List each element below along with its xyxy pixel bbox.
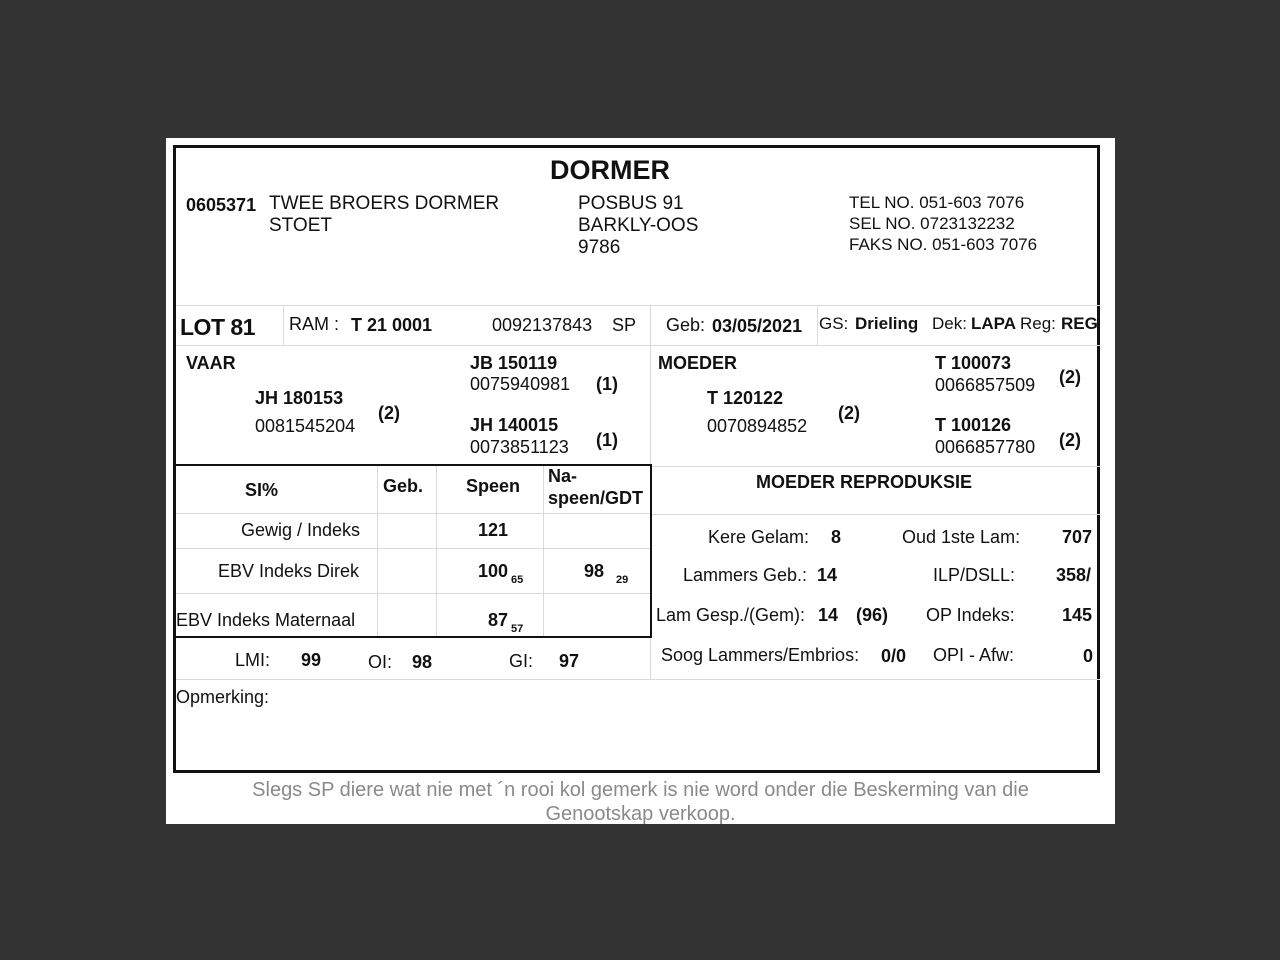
naspeen-header-line1: Na- bbox=[548, 466, 578, 486]
ram-id: T 21 0001 bbox=[351, 315, 433, 335]
birth-date: 03/05/2021 bbox=[712, 316, 803, 336]
dek-label: Dek: bbox=[932, 314, 967, 333]
row-maternaal-speen-value: 87 bbox=[488, 610, 509, 630]
divider bbox=[176, 548, 651, 549]
lmi-value: 99 bbox=[301, 650, 322, 670]
ilp-dsll-label: ILP/DSLL: bbox=[933, 565, 1016, 585]
lot-number: LOT 81 bbox=[180, 314, 255, 340]
lam-gesp-label: Lam Gesp./(Gem): bbox=[656, 605, 806, 625]
dam-number: 0070894852 bbox=[707, 416, 808, 436]
sire-dam-id: JH 140015 bbox=[470, 415, 559, 435]
moeder-label: MOEDER bbox=[658, 353, 738, 373]
registration-number: 0092137843 bbox=[492, 315, 593, 335]
vaar-label: VAAR bbox=[186, 353, 236, 373]
dam-sire-id: T 100073 bbox=[935, 353, 1012, 373]
divider bbox=[650, 514, 1100, 515]
reproduksie-title: MOEDER REPRODUKSIE bbox=[756, 472, 973, 492]
kere-gelam-value: 8 bbox=[831, 527, 842, 547]
lammers-geb-value: 14 bbox=[817, 565, 838, 585]
geb-header: Geb. bbox=[383, 476, 424, 496]
divider bbox=[176, 305, 1100, 306]
row-direk-speen-value: 100 bbox=[478, 561, 509, 581]
lam-gesp-gem: (96) bbox=[856, 605, 889, 625]
lmi-label: LMI: bbox=[235, 650, 271, 670]
breeder-id: 0605371 bbox=[186, 195, 257, 215]
soog-value: 0/0 bbox=[881, 646, 907, 666]
footer-note-line1: Slegs SP diere wat nie met ´n rooi kol gemerk is nie word onder die Beskerming van die bbox=[252, 779, 1029, 801]
sire-sire-id: JB 150119 bbox=[470, 353, 558, 373]
divider bbox=[817, 305, 818, 345]
dam-dam-id: T 100126 bbox=[935, 415, 1012, 435]
oi-value: 98 bbox=[412, 652, 433, 672]
row-gewig-speen: 121 bbox=[478, 520, 509, 540]
gs-label: GS: bbox=[819, 314, 849, 333]
divider bbox=[543, 466, 544, 637]
dam-dam-note: (2) bbox=[1059, 430, 1081, 450]
tel-number: TEL NO. 051-603 7076 bbox=[849, 193, 1025, 212]
ilp-dsll-value: 358/ bbox=[1056, 565, 1092, 585]
gi-value: 97 bbox=[559, 651, 580, 671]
row-direk-naspeen bbox=[584, 561, 628, 584]
sire-sire-note: (1) bbox=[596, 374, 618, 394]
breed-title: DORMER bbox=[550, 155, 670, 185]
oi-label: OI: bbox=[368, 652, 393, 672]
opmerking-label: Opmerking: bbox=[176, 687, 270, 707]
kere-gelam-label: Kere Gelam: bbox=[708, 527, 810, 547]
breeder-name-line2: STOET bbox=[269, 215, 332, 236]
dam-sire-note: (2) bbox=[1059, 367, 1081, 387]
opi-afw-value: 0 bbox=[1083, 646, 1094, 666]
ram-label: RAM : bbox=[289, 314, 340, 334]
sp-mark: SP bbox=[612, 315, 637, 335]
dam-sire-number: 0066857509 bbox=[935, 375, 1036, 395]
divider bbox=[650, 466, 1100, 467]
address-line2: BARKLY-OOS bbox=[578, 215, 699, 236]
op-indeks-label: OP Indeks: bbox=[926, 605, 1015, 625]
sire-sire-number: 0075940981 bbox=[470, 374, 571, 394]
row-direk-speen-sub: 65 bbox=[511, 574, 524, 586]
geb-label: Geb: bbox=[666, 315, 706, 335]
dam-note: (2) bbox=[838, 403, 860, 423]
divider bbox=[176, 345, 1100, 346]
divider bbox=[377, 466, 378, 637]
row-direk-label: EBV Indeks Direk bbox=[218, 561, 360, 581]
sel-number: SEL NO. 0723132232 bbox=[849, 214, 1015, 233]
row-maternaal-speen bbox=[488, 610, 523, 633]
footer-note-line2: Genootskap verkoop. bbox=[545, 803, 736, 824]
row-direk-naspeen-value: 98 bbox=[584, 561, 605, 581]
gi-label: GI: bbox=[509, 651, 534, 671]
oud-lam-value: 707 bbox=[1062, 527, 1093, 547]
sire-dam-note: (1) bbox=[596, 430, 618, 450]
divider bbox=[283, 305, 284, 345]
dam-id: T 120122 bbox=[707, 388, 784, 408]
si-header: SI% bbox=[245, 480, 279, 500]
lammers-geb-label: Lammers Geb.: bbox=[683, 565, 808, 585]
reg-label: Reg: bbox=[1020, 314, 1056, 333]
opi-afw-label: OPI - Afw: bbox=[933, 645, 1015, 665]
si-box-bottom bbox=[174, 636, 652, 638]
speen-header: Speen bbox=[466, 476, 521, 496]
row-direk-speen bbox=[478, 561, 523, 584]
si-box-right bbox=[650, 464, 652, 638]
lam-gesp-value: 14 bbox=[818, 605, 839, 625]
oud-lam-label: Oud 1ste Lam: bbox=[902, 527, 1021, 547]
divider bbox=[176, 679, 1100, 680]
divider bbox=[436, 466, 437, 637]
divider bbox=[176, 513, 651, 514]
row-maternaal-label: EBV Indeks Maternaal bbox=[176, 610, 356, 630]
sire-id: JH 180153 bbox=[255, 388, 344, 408]
row-maternaal-speen-sub: 57 bbox=[511, 623, 524, 635]
lot-card bbox=[166, 138, 1115, 824]
row-direk-naspeen-sub: 29 bbox=[616, 574, 629, 586]
gs-value: Drieling bbox=[855, 314, 919, 333]
sire-note: (2) bbox=[378, 403, 400, 423]
address-line3: 9786 bbox=[578, 237, 621, 258]
op-indeks-value: 145 bbox=[1062, 605, 1093, 625]
dam-dam-number: 0066857780 bbox=[935, 437, 1036, 457]
dek-value: LAPA bbox=[971, 314, 1017, 333]
faks-number: FAKS NO. 051-603 7076 bbox=[849, 235, 1038, 254]
reg-value: REG bbox=[1061, 314, 1098, 333]
naspeen-header-line2: speen/GDT bbox=[548, 488, 644, 508]
si-box-top bbox=[174, 464, 652, 466]
breeder-name-line1: TWEE BROERS DORMER bbox=[269, 193, 500, 214]
row-gewig-label: Gewig / Indeks bbox=[241, 520, 361, 540]
divider bbox=[176, 593, 651, 594]
soog-label: Soog Lammers/Embrios: bbox=[661, 645, 860, 665]
sire-dam-number: 0073851123 bbox=[470, 437, 569, 457]
sire-number: 0081545204 bbox=[255, 416, 356, 436]
address-line1: POSBUS 91 bbox=[578, 193, 684, 214]
